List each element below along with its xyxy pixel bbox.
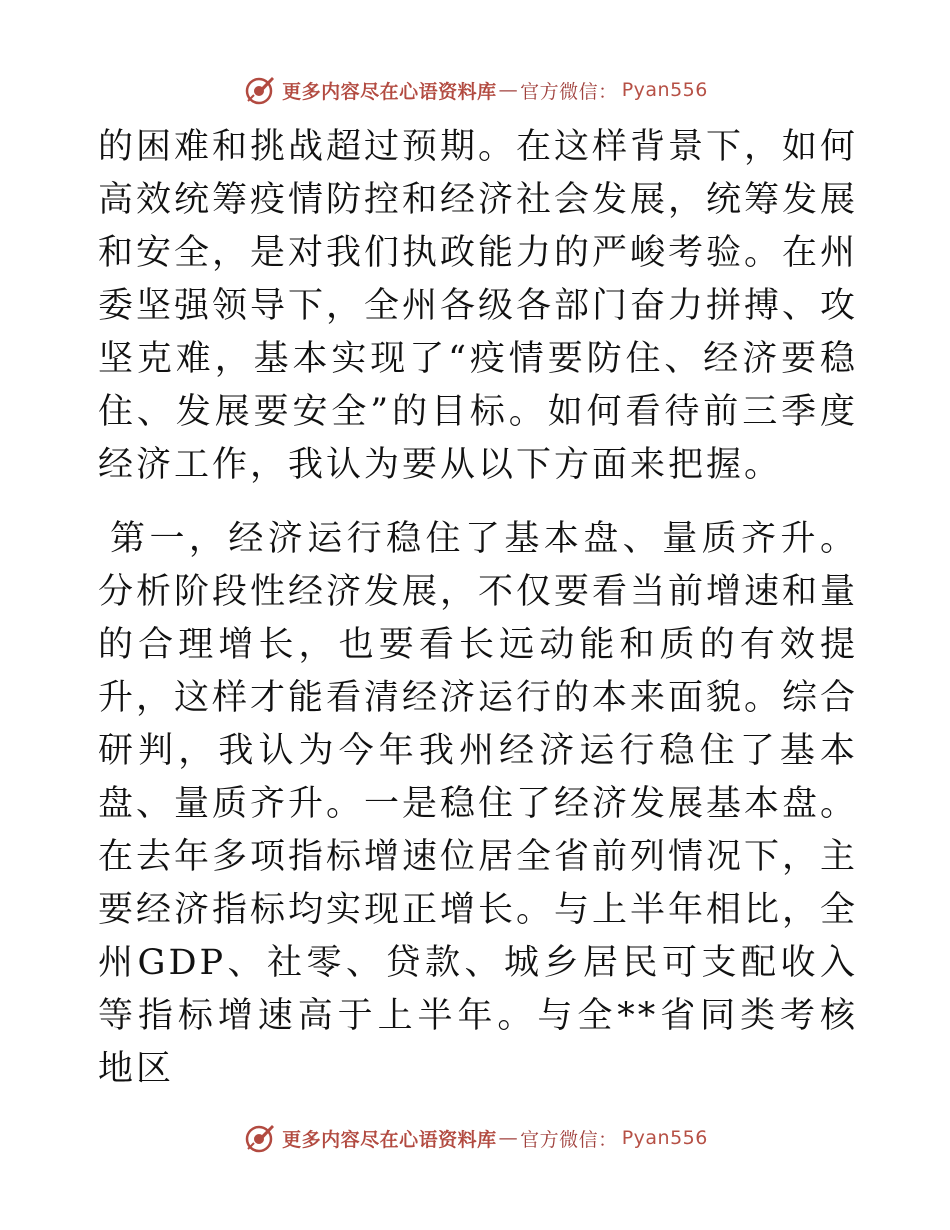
quill-logo-icon: [242, 73, 276, 107]
footer-dash: —: [498, 1127, 519, 1149]
paragraph: 的困难和挑战超过预期。在这样背景下，如何高效统筹疫情防控和经济社会发展，统筹发展和安全，是对我们执政能力的严峻考验。在州委坚强领导下，全州各级各部门奋力拼搏、攻坚克难，基本实现了“疫情要防住、经济要稳住、发展要安全”的目标。如何看待前三季度经济工作，我认为要从以下方面来把握。: [98, 127, 859, 485]
header-dash: —: [498, 79, 519, 101]
quill-logo-icon: [242, 1121, 276, 1155]
header-wechat-label: 官方微信：: [520, 80, 618, 103]
footer-wechat-label: 官方微信：: [520, 1128, 618, 1151]
header-wechat-id: Pyan556: [621, 79, 708, 101]
header-brand-text: 更多内容尽在心语资料库: [282, 80, 497, 103]
paragraph: 第一，经济运行稳住了基本盘、量质齐升。分析阶段性经济发展，不仅要看当前增速和量的合理增长，也要看长远动能和质的有效提升，这样才能看清经济运行的本来面貌。综合研判，我认为今年我州经济运行稳住了基本盘、量质齐升。一是稳住了经济发展基本盘。在去年多项指标增速位居全省前列情况下，主要经济指标均实现正增长。与上半年相比，全州GDP、社零、贷款、城乡居民可支配收入等指标增速高于上半年。与全**省同类考核地区: [98, 519, 859, 1089]
footer-banner: [0, 1118, 950, 1158]
footer-brand-text: 更多内容尽在心语资料库: [282, 1128, 497, 1151]
header-banner: [0, 70, 950, 110]
footer-wechat-id: Pyan556: [621, 1127, 708, 1149]
document-body: [98, 121, 858, 1096]
